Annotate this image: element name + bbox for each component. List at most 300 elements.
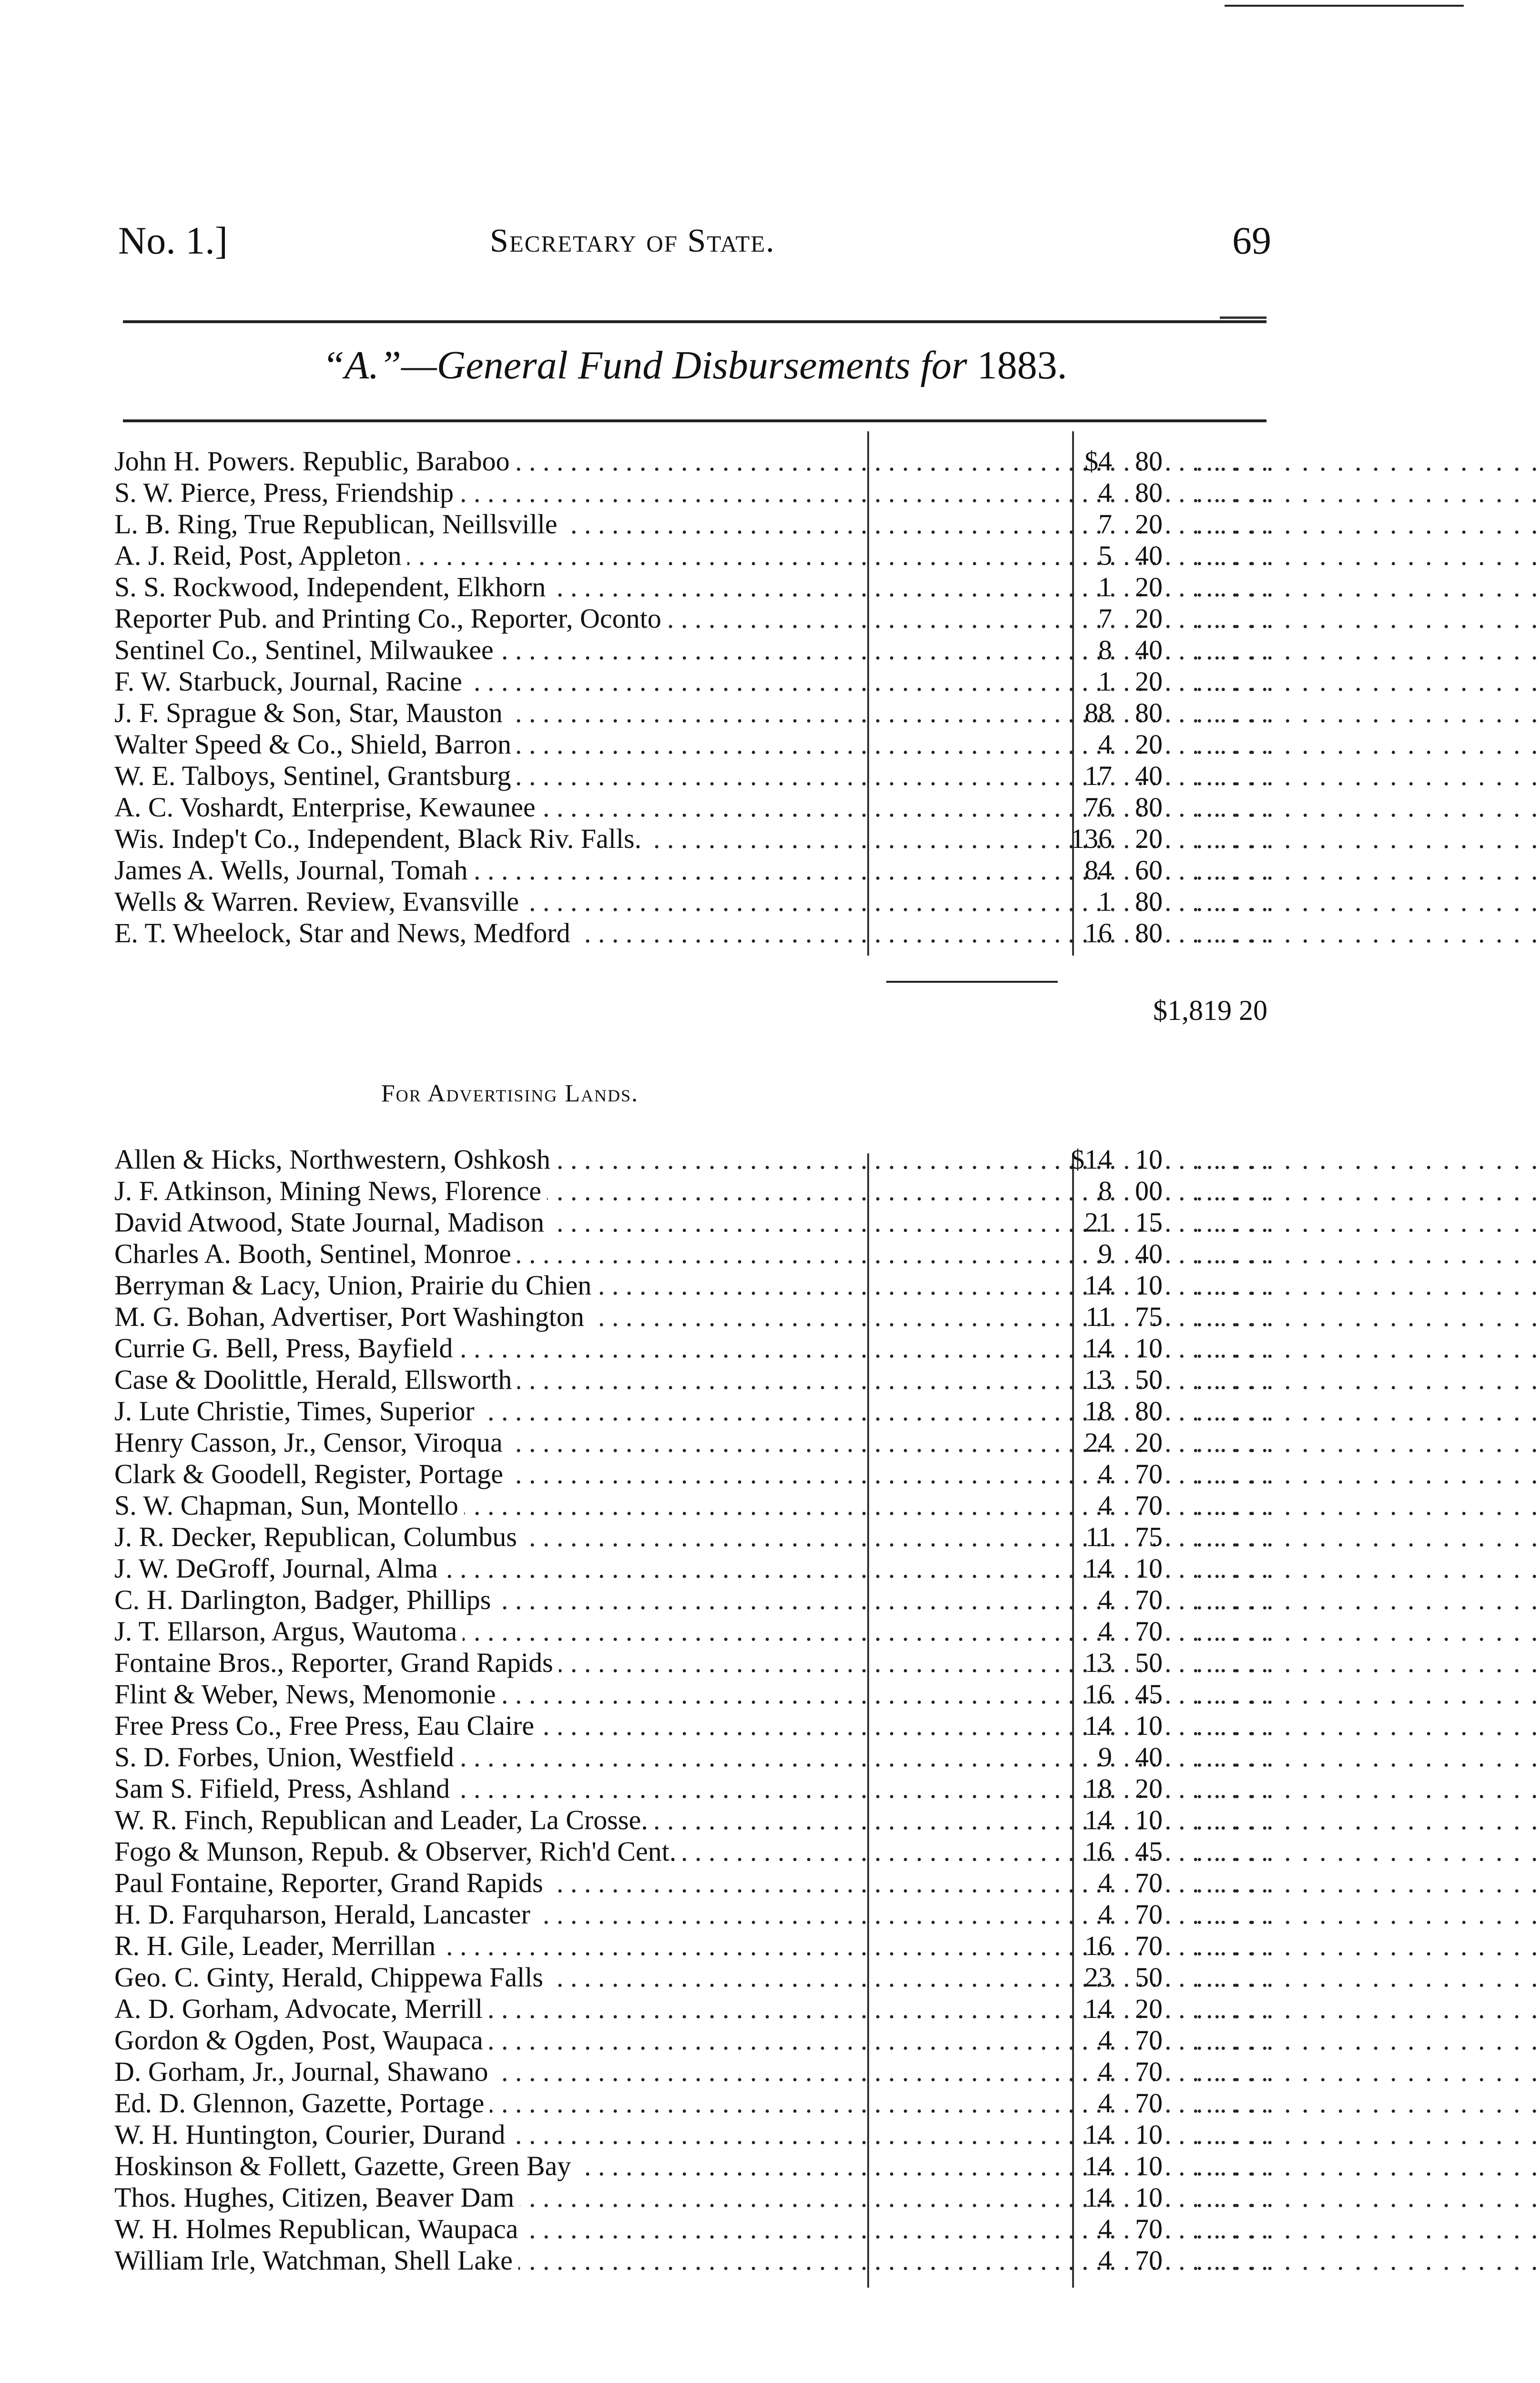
amount-cell <box>1001 1804 1167 1836</box>
amount-cents: 80 <box>1135 886 1163 917</box>
total-column-leader: . . . . . . . . . . . . . . . . . . . . <box>1196 2245 1540 2276</box>
table-row <box>114 1395 1540 1427</box>
payee-name: E. T. Wheelock, Star and News, Medford <box>114 917 576 948</box>
amount-dollars: 14 <box>1084 2119 1112 2150</box>
amount-cell <box>1001 1962 1167 1993</box>
amount-dollars: 4 <box>1098 1584 1112 1615</box>
amount-dollars: 4 <box>1098 1458 1112 1489</box>
payee-name: Clark & Goodell, Register, Portage <box>114 1458 509 1489</box>
amount-cents: 45 <box>1135 1679 1163 1710</box>
amount-dollars: 136 <box>1071 823 1112 854</box>
table-row <box>114 477 1540 509</box>
amount-dollars: 23 <box>1084 1962 1112 1993</box>
amount-cents: 40 <box>1135 760 1163 791</box>
amount-cents: 70 <box>1135 1490 1163 1521</box>
title-rule <box>123 419 1266 422</box>
payee-cell <box>114 1773 862 1804</box>
amount-dollars: 18 <box>1084 1773 1112 1804</box>
table-row <box>114 1616 1540 1647</box>
total-column-leader: . . . . . . . . . . . . . . . . . . . . <box>1196 1144 1540 1175</box>
payee-cell <box>114 1207 862 1238</box>
payee-name: S. W. Pierce, Press, Friendship <box>114 477 459 508</box>
total-column-leader: . . . . . . . . . . . . . . . . . . . . <box>1196 1364 1540 1395</box>
section-total: $1,819 20 <box>1153 995 1267 1026</box>
total-column-leader: . . . . . . . . . . . . . . . . . . . . <box>1196 2150 1540 2181</box>
amount-dollars: 4 <box>1098 729 1112 760</box>
amount-dollars: 16 <box>1084 1679 1112 1710</box>
table-row <box>114 1867 1540 1899</box>
amount-cell <box>1001 697 1167 729</box>
amount-cell <box>1001 477 1167 509</box>
amount-dollars: 9 <box>1098 1741 1112 1772</box>
table-row <box>114 1333 1540 1364</box>
total-column-leader: . . . . . . . . . . . . . . . . . . . . <box>1196 1490 1540 1521</box>
total-column-leader: . . . . . . . . . . . . . . . . . . . . <box>1196 1427 1540 1458</box>
amount-cell <box>1001 1584 1167 1616</box>
payee-cell <box>114 540 862 571</box>
amount-cents: 70 <box>1135 1867 1163 1898</box>
payee-cell <box>114 1144 862 1175</box>
payee-name: Thos. Hughes, Citizen, Beaver Dam <box>114 2182 520 2213</box>
payee-name: J. T. Ellarson, Argus, Wautoma <box>114 1616 463 1647</box>
amount-cell <box>1001 1616 1167 1647</box>
payee-name: Wis. Indep't Co., Independent, Black Riv. Falls. <box>114 823 647 854</box>
payee-cell <box>114 1741 862 1773</box>
amount-dollars: 5 <box>1098 540 1112 571</box>
amount-cell <box>1001 917 1167 949</box>
amount-cell <box>1001 1144 1167 1175</box>
amount-dollars: 14 <box>1084 2182 1112 2213</box>
payee-cell <box>114 1175 862 1207</box>
amount-cell <box>1001 1647 1167 1679</box>
amount-dollars: 18 <box>1084 1395 1112 1426</box>
amount-dollars: 9 <box>1098 1238 1112 1269</box>
payee-name: F. W. Starbuck, Journal, Racine <box>114 666 468 697</box>
payee-name: W. R. Finch, Republican and Leader, La Crosse. <box>114 1804 654 1835</box>
payee-name: S. S. Rockwood, Independent, Elkhorn <box>114 571 551 602</box>
amount-cell <box>1001 2119 1167 2150</box>
amount-cell <box>1001 1427 1167 1458</box>
amount-cents: 20 <box>1135 666 1163 697</box>
amount-cents: 10 <box>1135 1333 1163 1364</box>
amount-dollars: 11 <box>1085 1301 1112 1332</box>
amount-cents: 10 <box>1135 2150 1163 2181</box>
table-row <box>114 697 1540 729</box>
payee-name: Case & Doolittle, Herald, Ellsworth <box>114 1364 517 1395</box>
total-column-leader: . . . . . . . . . . . . . . . . . . . . <box>1196 1553 1540 1584</box>
table-row <box>114 823 1540 855</box>
amount-cents: 70 <box>1135 2056 1163 2087</box>
table-row <box>114 729 1540 760</box>
amount-dollars: 13 <box>1084 1647 1112 1678</box>
table-row <box>114 2245 1540 2276</box>
amount-cents: 45 <box>1135 1836 1163 1867</box>
amount-cell <box>1001 823 1167 855</box>
payee-cell <box>114 1616 862 1647</box>
amount-cents: 70 <box>1135 2213 1163 2244</box>
table-row <box>114 1207 1540 1238</box>
amount-cell <box>1001 1238 1167 1270</box>
payee-cell <box>114 729 862 760</box>
table-title-text: “A.”—General Fund Disbursements for <box>322 343 967 387</box>
amount-cell <box>1001 1364 1167 1395</box>
payee-name: John H. Powers. Republic, Baraboo <box>114 446 516 477</box>
amount-cell <box>1001 603 1167 634</box>
amount-dollars: 4 <box>1098 2025 1112 2056</box>
payee-name: Charles A. Booth, Sentinel, Monroe <box>114 1238 517 1269</box>
amount-cell <box>1001 1993 1167 2025</box>
total-column-leader: . . . . . . . . . . . . . . . . . . . . <box>1196 2119 1540 2150</box>
payee-name: Reporter Pub. and Printing Co., Reporter, Oconto <box>114 603 667 634</box>
amount-cell <box>1001 1490 1167 1521</box>
total-column-leader: . . . . . . . . . . . . . . . . . . . . <box>1196 697 1540 728</box>
total-column-leader: . . . . . . . . . . . . . . . . . . . . <box>1196 917 1540 948</box>
table-row <box>114 1270 1540 1301</box>
payee-name: J. W. DeGroff, Journal, Alma <box>114 1553 444 1584</box>
amount-dollars: 13 <box>1084 1364 1112 1395</box>
table-row <box>114 603 1540 634</box>
total-column-leader: . . . . . . . . . . . . . . . . . . . . <box>1196 1773 1540 1804</box>
advertising-lands-list <box>114 1144 1540 2276</box>
total-column-leader: . . . . . . . . . . . . . . . . . . . . <box>1196 823 1540 854</box>
amount-cents: 50 <box>1135 1647 1163 1678</box>
amount-cell <box>1001 1395 1167 1427</box>
total-column-leader: . . . . . . . . . . . . . . . . . . . . <box>1196 1395 1540 1426</box>
header-rule-accent <box>1220 316 1266 319</box>
payee-name: Henry Casson, Jr., Censor, Viroqua <box>114 1427 508 1458</box>
table-row <box>114 1741 1540 1773</box>
amount-dollars: 4 <box>1098 2056 1112 2087</box>
total-column-leader: . . . . . . . . . . . . . . . . . . . . <box>1196 792 1540 823</box>
table-row <box>114 1521 1540 1553</box>
amount-cents: 75 <box>1135 1301 1163 1332</box>
amount-cents: 75 <box>1135 1521 1163 1552</box>
payee-cell <box>114 1679 862 1710</box>
amount-cell <box>1001 2213 1167 2245</box>
payee-cell <box>114 2056 862 2088</box>
amount-dollars: 24 <box>1084 1427 1112 1458</box>
amount-dollars: 4 <box>1098 2245 1112 2276</box>
amount-dollars: 1 <box>1098 666 1112 697</box>
total-column-leader: . . . . . . . . . . . . . . . . . . . . <box>1196 2025 1540 2056</box>
payee-cell <box>114 1836 862 1867</box>
amount-dollars: 14 <box>1084 1553 1112 1584</box>
payee-cell <box>114 1270 862 1301</box>
amount-cell <box>1001 2088 1167 2119</box>
payee-cell <box>114 1993 862 2025</box>
total-column-leader: . . . . . . . . . . . . . . . . . . . . <box>1196 729 1540 760</box>
payee-cell <box>114 477 862 509</box>
amount-cents: 80 <box>1135 477 1163 508</box>
payee-name: J. R. Decker, Republican, Columbus <box>114 1521 523 1552</box>
amount-dollars: 16 <box>1084 1930 1112 1961</box>
payee-name: James A. Wells, Journal, Tomah <box>114 855 473 886</box>
amount-dollars: 4 <box>1098 1616 1112 1647</box>
total-column-leader: . . . . . . . . . . . . . . . . . . . . <box>1196 446 1540 477</box>
total-column-leader: . . . . . . . . . . . . . . . . . . . . <box>1196 477 1540 508</box>
table-row <box>114 1584 1540 1616</box>
table-row <box>114 571 1540 603</box>
payee-cell <box>114 1647 862 1679</box>
table-row <box>114 2182 1540 2213</box>
table-row <box>114 2213 1540 2245</box>
table-row <box>114 1647 1540 1679</box>
table-row <box>114 886 1540 917</box>
table-row <box>114 540 1540 571</box>
payee-cell <box>114 2245 862 2276</box>
payee-cell <box>114 1490 862 1521</box>
amount-dollars: 1 <box>1098 886 1112 917</box>
sum-rule <box>886 981 1058 983</box>
amount-cell <box>1001 1301 1167 1333</box>
amount-cents: 20 <box>1135 1427 1163 1458</box>
table-row <box>114 1427 1540 1458</box>
amount-cents: 70 <box>1135 1584 1163 1615</box>
payee-cell <box>114 1804 862 1836</box>
amount-cents: 50 <box>1135 1962 1163 1993</box>
amount-cell <box>1001 446 1167 477</box>
payee-cell <box>114 446 862 477</box>
amount-cents: 80 <box>1135 792 1163 823</box>
table-row <box>114 1679 1540 1710</box>
payee-cell <box>114 666 862 697</box>
payee-cell <box>114 2025 862 2056</box>
payee-name: Walter Speed & Co., Shield, Barron <box>114 729 517 760</box>
total-column-leader: . . . . . . . . . . . . . . . . . . . . <box>1196 2182 1540 2213</box>
amount-cell <box>1001 2182 1167 2213</box>
payee-cell <box>114 1238 862 1270</box>
total-column-leader: . . . . . . . . . . . . . . . . . . . . <box>1196 603 1540 634</box>
amount-cents: 20 <box>1135 603 1163 634</box>
amount-dollars: 11 <box>1085 1521 1112 1552</box>
table-row <box>114 1899 1540 1930</box>
payee-cell <box>114 2088 862 2119</box>
document-number: No. 1.] <box>118 219 228 262</box>
table-row <box>114 446 1540 477</box>
amount-cell <box>1001 729 1167 760</box>
payee-name: J. F. Sprague & Son, Star, Mauston <box>114 697 508 728</box>
amount-cell <box>1001 666 1167 697</box>
amount-cell <box>1001 2025 1167 2056</box>
amount-dollars: 4 <box>1098 2213 1112 2244</box>
payee-name: W. E. Talboys, Sentinel, Grantsburg <box>114 760 517 791</box>
payee-name: S. W. Chapman, Sun, Montello <box>114 1490 464 1521</box>
amount-dollars: $4 <box>1084 446 1112 477</box>
payee-name: Fontaine Bros., Reporter, Grand Rapids <box>114 1647 559 1678</box>
payee-cell <box>114 917 862 949</box>
amount-cents: 70 <box>1135 2025 1163 2056</box>
payee-cell <box>114 1333 862 1364</box>
amount-cents: 70 <box>1135 1616 1163 1647</box>
total-column-leader: . . . . . . . . . . . . . . . . . . . . <box>1196 1301 1540 1332</box>
total-column-leader: . . . . . . . . . . . . . . . . . . . . <box>1196 1741 1540 1772</box>
table-row <box>114 1238 1540 1270</box>
amount-dollars: 7 <box>1098 603 1112 634</box>
payee-name: Ed. D. Glennon, Gazette, Portage <box>114 2088 490 2118</box>
total-column-leader: . . . . . . . . . . . . . . . . . . . . <box>1196 1993 1540 2024</box>
total-column-leader: . . . . . . . . . . . . . . . . . . . . <box>1196 1270 1540 1301</box>
payee-name: W. H. Holmes Republican, Waupaca <box>114 2213 524 2244</box>
amount-cell <box>1001 760 1167 792</box>
amount-dollars: 16 <box>1084 1836 1112 1867</box>
amount-cents: 70 <box>1135 1458 1163 1489</box>
total-column-leader: . . . . . . . . . . . . . . . . . . . . <box>1196 886 1540 917</box>
amount-dollars: $14 <box>1071 1144 1112 1175</box>
payee-cell <box>114 1395 862 1427</box>
table-row <box>114 1710 1540 1741</box>
section-heading: For Advertising Lands. <box>381 1080 639 1107</box>
amount-cell <box>1001 634 1167 666</box>
amount-cents: 80 <box>1135 917 1163 948</box>
payee-cell <box>114 2182 862 2213</box>
amount-cell <box>1001 855 1167 886</box>
payee-cell <box>114 571 862 603</box>
table-row <box>114 1301 1540 1333</box>
amount-cents: 10 <box>1135 1553 1163 1584</box>
payee-name: W. H. Huntington, Courier, Durand <box>114 2119 511 2150</box>
amount-cell <box>1001 571 1167 603</box>
amount-cell <box>1001 509 1167 540</box>
payee-name: R. H. Gile, Leader, Merrillan <box>114 1930 441 1961</box>
payee-name: J. Lute Christie, Times, Superior <box>114 1395 480 1426</box>
total-column-leader: . . . . . . . . . . . . . . . . . . . . <box>1196 1584 1540 1615</box>
total-column-leader: . . . . . . . . . . . . . . . . . . . . <box>1196 509 1540 540</box>
amount-dollars: 4 <box>1098 1490 1112 1521</box>
amount-cell <box>1001 1679 1167 1710</box>
total-column-leader: . . . . . . . . . . . . . . . . . . . . <box>1196 1207 1540 1238</box>
payee-name: Paul Fontaine, Reporter, Grand Rapids <box>114 1867 549 1898</box>
amount-cell <box>1001 792 1167 823</box>
amount-cell <box>1001 540 1167 571</box>
payee-name: Currie G. Bell, Press, Bayfield <box>114 1333 458 1364</box>
payee-cell <box>114 509 862 540</box>
payee-name: Flint & Weber, News, Menomonie <box>114 1679 502 1710</box>
amount-cents: 40 <box>1135 634 1163 665</box>
payee-name: Sentinel Co., Sentinel, Milwaukee <box>114 634 499 665</box>
amount-dollars: 14 <box>1084 1804 1112 1835</box>
payee-name: Geo. C. Ginty, Herald, Chippewa Falls <box>114 1962 549 1993</box>
payee-cell <box>114 634 862 666</box>
payee-name: Gordon & Ogden, Post, Waupaca <box>114 2025 489 2056</box>
amount-dollars: 88 <box>1084 697 1112 728</box>
payee-cell <box>114 1962 862 1993</box>
total-column-leader: . . . . . . . . . . . . . . . . . . . . <box>1196 1710 1540 1741</box>
amount-cents: 40 <box>1135 540 1163 571</box>
header-rule <box>123 320 1266 323</box>
table-title-year: 1883. <box>977 343 1067 387</box>
amount-dollars: 17 <box>1084 760 1112 791</box>
table-row <box>114 1993 1540 2025</box>
amount-dollars: 7 <box>1098 509 1112 540</box>
payee-name: Sam S. Fifield, Press, Ashland <box>114 1773 456 1804</box>
total-column-leader: . . . . . . . . . . . . . . . . . . . . <box>1196 1867 1540 1898</box>
table-row <box>114 2088 1540 2119</box>
payee-cell <box>114 760 862 792</box>
amount-cents: 20 <box>1135 509 1163 540</box>
amount-cell <box>1001 1836 1167 1867</box>
amount-cents: 60 <box>1135 855 1163 886</box>
payee-cell <box>114 2213 862 2245</box>
payee-name: Fogo & Munson, Repub. & Observer, Rich'd Cent. <box>114 1836 682 1867</box>
total-column-leader: . . . . . . . . . . . . . . . . . . . . <box>1196 1962 1540 1993</box>
amount-cell <box>1001 1710 1167 1741</box>
payee-name: A. D. Gorham, Advocate, Merrill <box>114 1993 488 2024</box>
total-column-leader: . . . . . . . . . . . . . . . . . . . . <box>1196 760 1540 791</box>
total-column-leader: . . . . . . . . . . . . . . . . . . . . <box>1196 1930 1540 1961</box>
table-title <box>123 342 1266 388</box>
amount-cents: 20 <box>1135 571 1163 602</box>
amount-cell <box>1001 2150 1167 2182</box>
payee-name: Hoskinson & Follett, Gazette, Green Bay <box>114 2150 577 2181</box>
amount-dollars: 8 <box>1098 1175 1112 1206</box>
table-row <box>114 2150 1540 2182</box>
payee-cell <box>114 855 862 886</box>
amount-cell <box>1001 1458 1167 1490</box>
total-column-leader: . . . . . . . . . . . . . . . . . . . . <box>1196 666 1540 697</box>
amount-cents: 40 <box>1135 1741 1163 1772</box>
table-row <box>114 634 1540 666</box>
payee-name: M. G. Bohan, Advertiser, Port Washington <box>114 1301 590 1332</box>
amount-dollars: 14 <box>1084 1710 1112 1741</box>
amount-dollars: 21 <box>1084 1207 1112 1238</box>
payee-name: L. B. Ring, True Republican, Neillsville <box>114 509 563 540</box>
payee-cell <box>114 1301 862 1333</box>
amount-cents: 15 <box>1135 1207 1163 1238</box>
payee-cell <box>114 1899 862 1930</box>
payee-cell <box>114 792 862 823</box>
payee-cell <box>114 1553 862 1584</box>
amount-dollars: 84 <box>1084 855 1112 886</box>
payee-cell <box>114 1521 862 1553</box>
table-row <box>114 760 1540 792</box>
amount-dollars: 8 <box>1098 634 1112 665</box>
amount-cents: 70 <box>1135 1930 1163 1961</box>
total-column-leader: . . . . . . . . . . . . . . . . . . . . <box>1196 1333 1540 1364</box>
disbursement-list <box>114 446 1540 949</box>
payee-name: D. Gorham, Jr., Journal, Shawano <box>114 2056 494 2087</box>
table-row <box>114 1364 1540 1395</box>
amount-dollars: 14 <box>1084 1993 1112 2024</box>
amount-cents: 10 <box>1135 1804 1163 1835</box>
total-column-leader: . . . . . . . . . . . . . . . . . . . . <box>1196 571 1540 602</box>
top-edge-rule <box>1225 5 1464 7</box>
amount-cell <box>1001 1270 1167 1301</box>
table-row <box>114 1962 1540 1993</box>
amount-cents: 10 <box>1135 1270 1163 1301</box>
payee-name: A. C. Voshardt, Enterprise, Kewaunee <box>114 792 541 823</box>
total-column-leader: . . . . . . . . . . . . . . . . . . . . <box>1196 2056 1540 2087</box>
total-column-leader: . . . . . . . . . . . . . . . . . . . . <box>1196 2088 1540 2118</box>
table-row <box>114 666 1540 697</box>
table-row <box>114 1490 1540 1521</box>
payee-cell <box>114 1930 862 1962</box>
page-number: 69 <box>1232 219 1271 262</box>
amount-cents: 10 <box>1135 2182 1163 2213</box>
amount-cell <box>1001 1773 1167 1804</box>
amount-dollars: 14 <box>1084 2150 1112 2181</box>
payee-cell <box>114 2119 862 2150</box>
amount-cell <box>1001 1521 1167 1553</box>
amount-dollars: 76 <box>1084 792 1112 823</box>
table-row <box>114 917 1540 949</box>
total-column-leader: . . . . . . . . . . . . . . . . . . . . <box>1196 855 1540 886</box>
payee-cell <box>114 603 862 634</box>
amount-cell <box>1001 1899 1167 1930</box>
amount-cell <box>1001 1175 1167 1207</box>
payee-name: H. D. Farquharson, Herald, Lancaster <box>114 1899 536 1930</box>
table-row <box>114 1930 1540 1962</box>
payee-name: A. J. Reid, Post, Appleton <box>114 540 407 571</box>
